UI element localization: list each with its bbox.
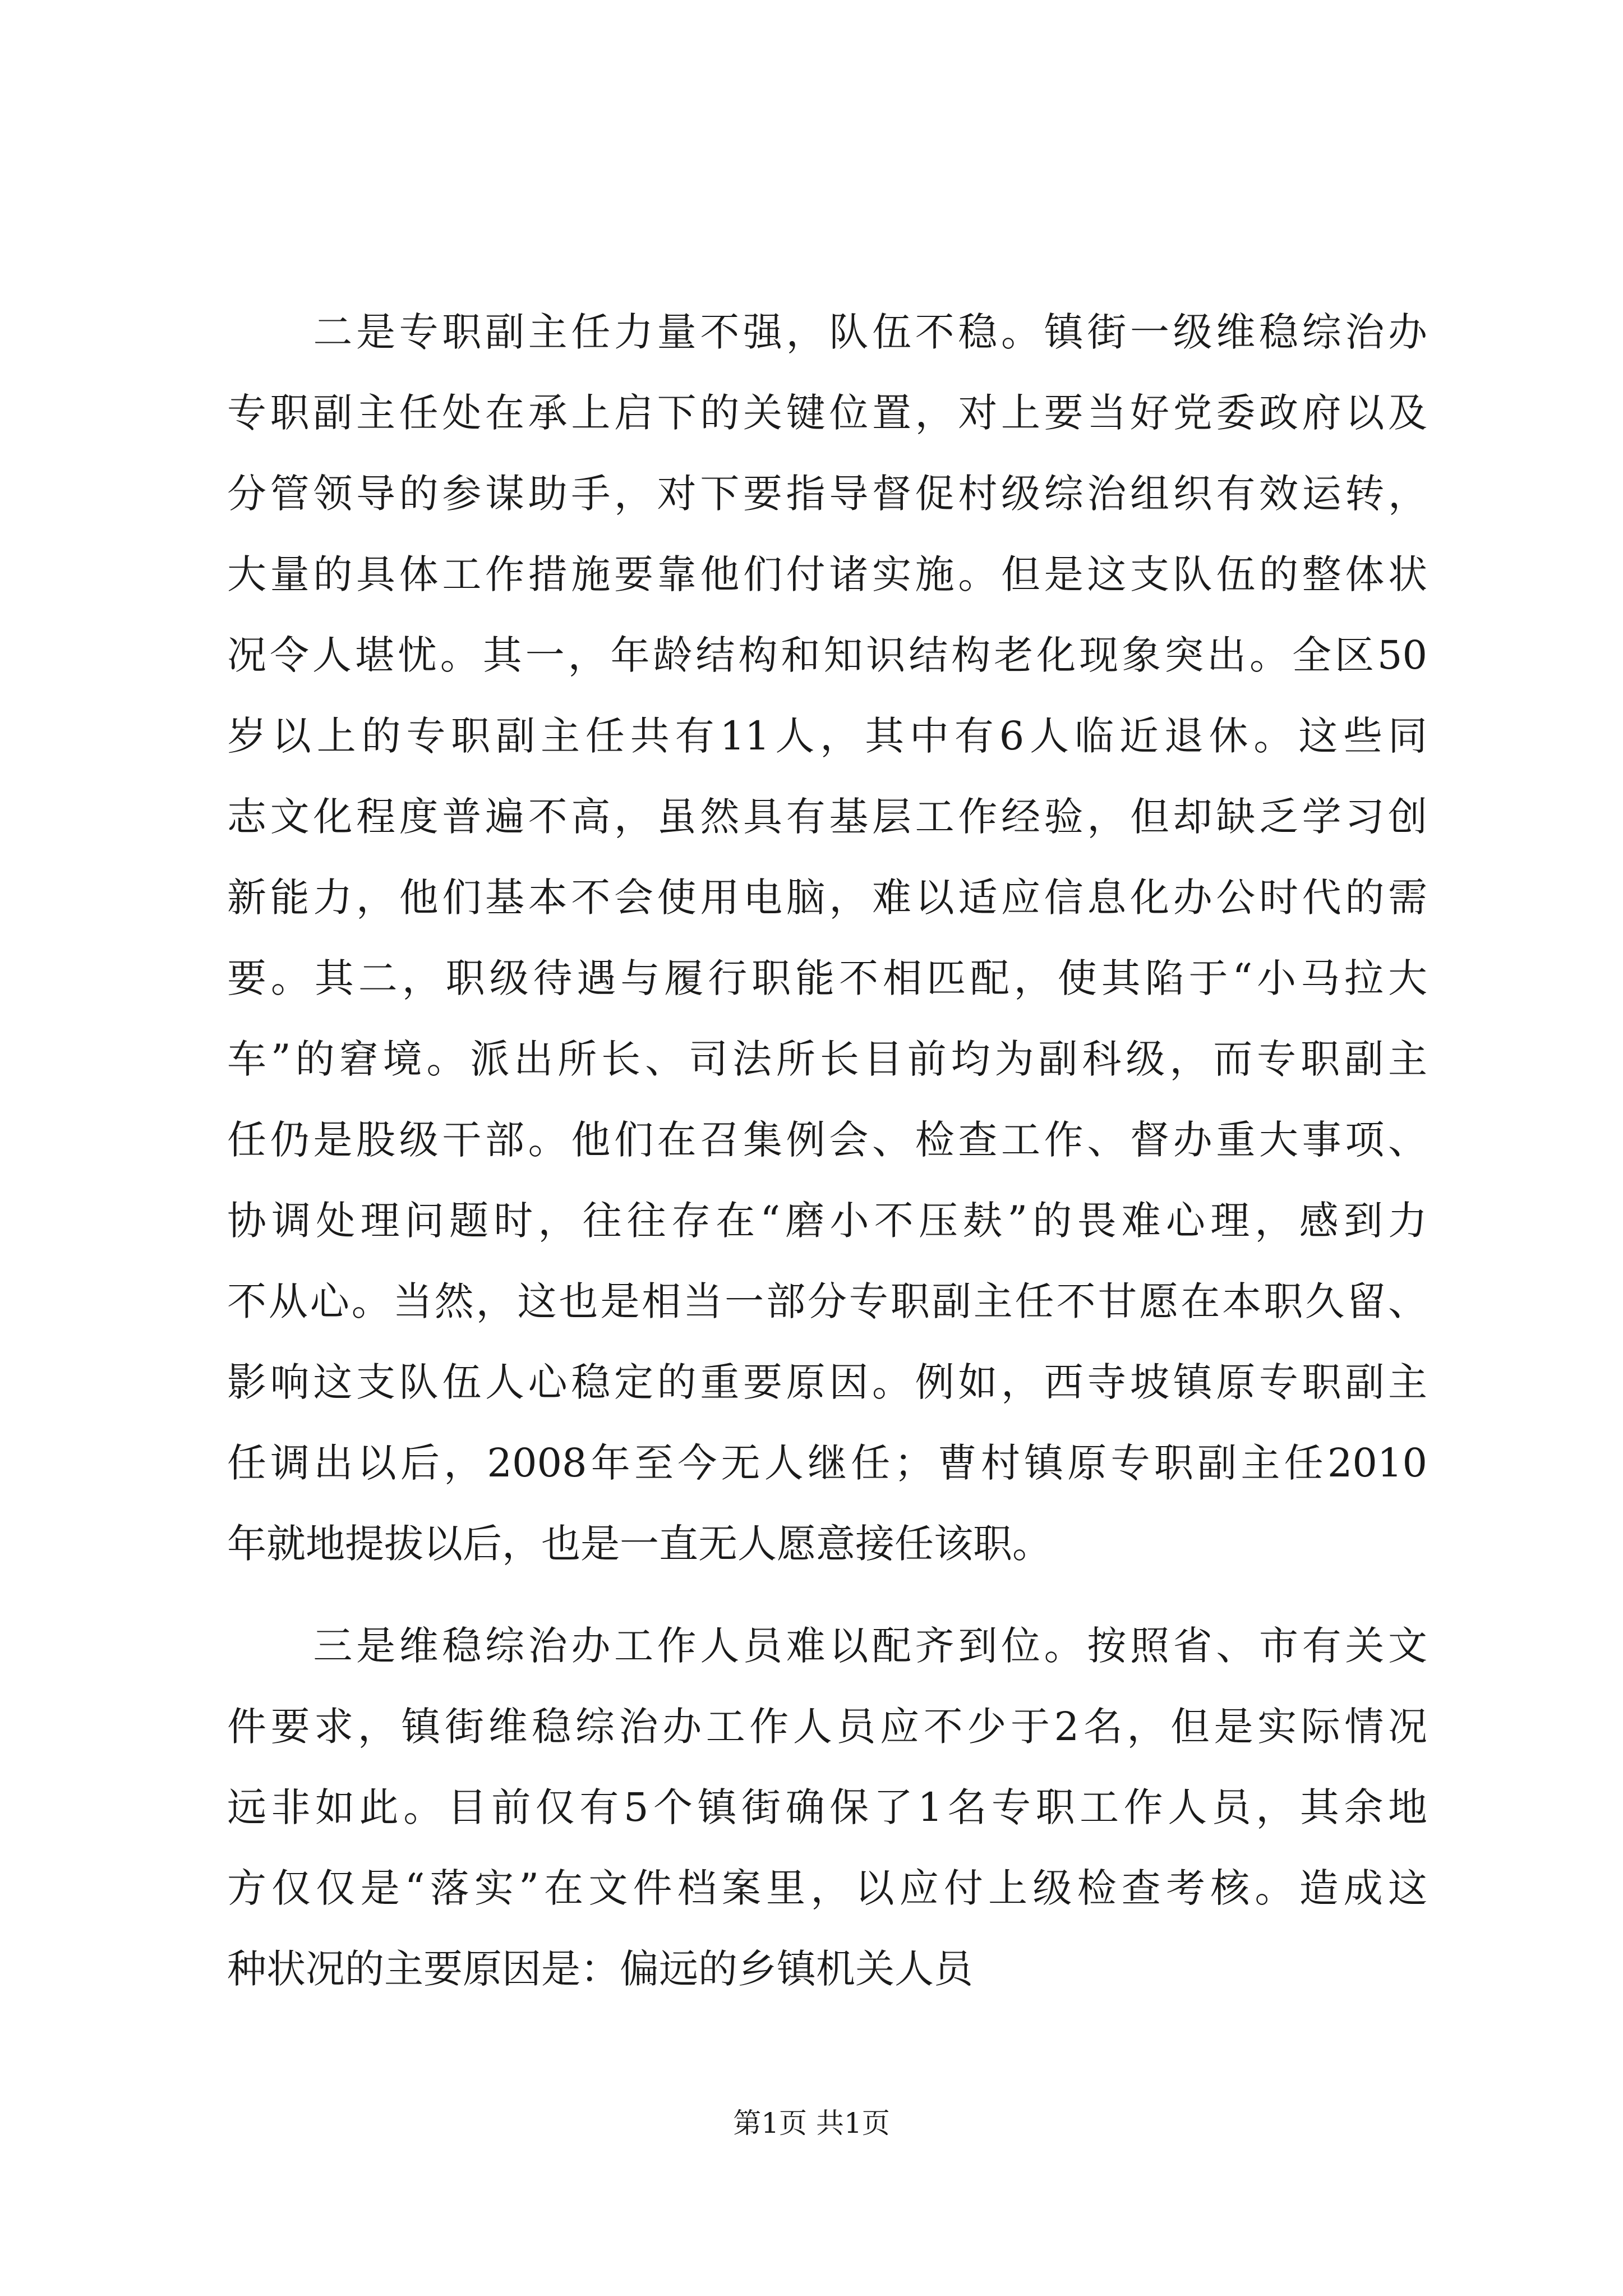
- text-line: 况令人堪忧。其一，年龄结构和知识结构老化现象突出。全区50: [227, 632, 1427, 678]
- text-line: 新能力，他们基本不会使用电脑，难以适应信息化办公时代的需: [227, 875, 1427, 921]
- text-line: 任调出以后，2008年至今无人继任；曹村镇原专职副主任2010: [227, 1440, 1427, 1486]
- text-line: 方仅仅是“落实”在文件档案里，以应付上级检查考核。造成这: [227, 1865, 1427, 1911]
- text-line: 三是维稳综治办工作人员难以配齐到位。按照省、市有关文: [227, 1623, 1427, 1669]
- text-line: 远非如此。目前仅有5个镇街确保了1名专职工作人员，其余地: [227, 1784, 1427, 1830]
- text-line: 志文化程度普遍不高，虽然具有基层工作经验，但却缺乏学习创: [227, 794, 1427, 840]
- text-line: 年就地提拔以后，也是一直无人愿意接任该职。: [227, 1521, 1052, 1567]
- text-line: 协调处理问题时，往往存在“磨小不压麸”的畏难心理，感到力: [227, 1198, 1427, 1244]
- text-line: 种状况的主要原因是：偏远的乡镇机关人员: [227, 1946, 973, 1992]
- paragraph-2: [227, 1605, 1427, 2009]
- text-line: 大量的具体工作措施要靠他们付诸实施。但是这支队伍的整体状: [227, 551, 1427, 597]
- text-line: 二是专职副主任力量不强，队伍不稳。镇街一级维稳综治办: [227, 309, 1427, 355]
- text-line: 要。其二，职级待遇与履行职能不相匹配，使其陷于“小马拉大: [227, 955, 1427, 1001]
- text-line: 影响这支队伍人心稳定的重要原因。例如，西寺坡镇原专职副主: [227, 1359, 1427, 1405]
- text-line: 分管领导的参谋助手，对下要指导督促村级综治组织有效运转，: [227, 471, 1427, 517]
- text-line: 岁以上的专职副主任共有11人，其中有6人临近退休。这些同: [227, 713, 1427, 759]
- text-line: 件要求，镇街维稳综治办工作人员应不少于2名，但是实际情况: [227, 1704, 1427, 1750]
- text-line: 专职副主任处在承上启下的关键位置，对上要当好党委政府以及: [227, 390, 1427, 436]
- document-body: [227, 292, 1427, 2009]
- page-footer: 第1页 共1页: [733, 2107, 890, 2139]
- text-line: 不从心。当然，这也是相当一部分专职副主任不甘愿在本职久留、: [227, 1278, 1427, 1324]
- text-line: 任仍是股级干部。他们在召集例会、检查工作、督办重大事项、: [227, 1117, 1427, 1163]
- text-line: 车”的窘境。派出所长、司法所长目前均为副科级，而专职副主: [227, 1036, 1427, 1082]
- paragraph-1: [227, 292, 1427, 1584]
